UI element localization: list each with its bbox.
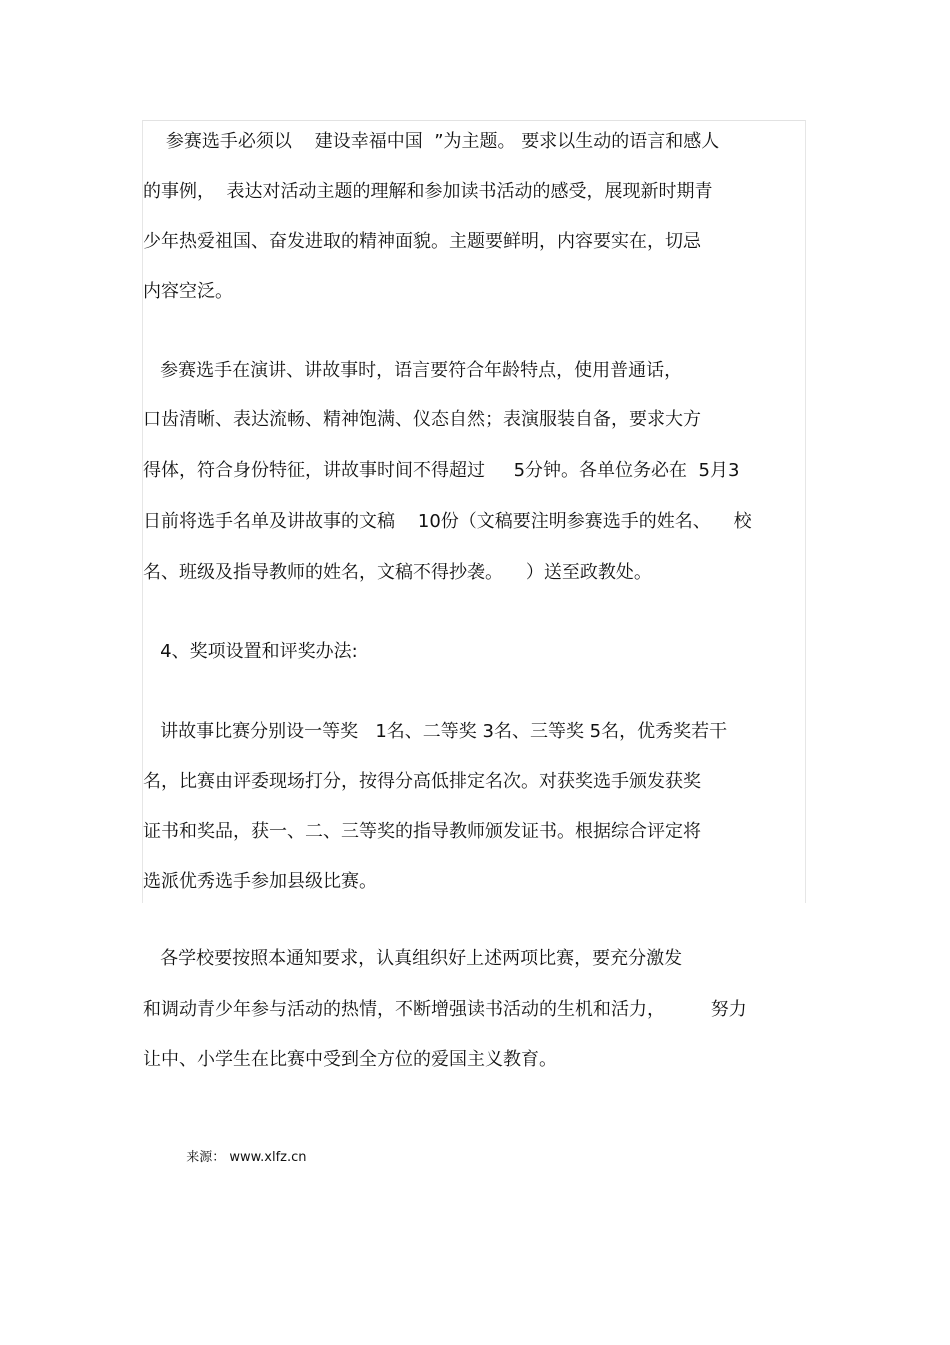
paragraph-3-line: 讲故事比赛分别设一等奖 1名、二等奖 3名、三等奖 5名，优秀奖若干 <box>143 721 728 742</box>
paragraph-1-line: 的事例， 表达对活动主题的理解和参加读书活动的感受，展现新时期青 <box>143 181 713 202</box>
paragraph-3-line: 证书和奖品，获一、二、三等奖的指导教师颁发证书。根据综合评定将 <box>143 821 701 842</box>
paragraph-4-line: 让中、小学生在比赛中受到全方位的爱国主义教育。 <box>143 1049 557 1070</box>
paragraph-2-line: 口齿清晰、表达流畅、精神饱满、仪态自然；表演服装自备，要求大方 <box>143 409 701 430</box>
source-line <box>178 1131 306 1167</box>
paragraph-3-line: 名，比赛由评委现场打分，按得分高低排定名次。对获奖选手颁发获奖 <box>143 771 701 792</box>
section-heading: 4、奖项设置和评奖办法: <box>143 641 358 662</box>
source-label: 来源： <box>186 1150 226 1165</box>
paragraph-4-line: 各学校要按照本通知要求，认真组织好上述两项比赛，要充分激发 <box>143 948 683 969</box>
paragraph-3-line: 选派优秀选手参加县级比赛。 <box>143 871 377 892</box>
paragraph-2-line: 得体，符合身份特征，讲故事时间不得超过 5分钟。各单位务必在 5月3 <box>143 460 740 481</box>
source-link[interactable]: www.xlfz.cn <box>229 1150 307 1165</box>
paragraph-2-line: 名、班级及指导教师的姓名，文稿不得抄袭。 ）送至政教处。 <box>143 562 652 583</box>
paragraph-4-line: 和调动青少年参与活动的热情，不断增强读书活动的生机和活力， 努力 <box>143 999 747 1020</box>
paragraph-1-line: 参赛选手必须以 建设幸福中国 ”为主题。 要求以生动的语言和感人 <box>143 131 720 152</box>
paragraph-2-line: 参赛选手在演讲、讲故事时，语言要符合年龄特点，使用普通话， <box>143 360 683 381</box>
paragraph-1-line: 内容空泛。 <box>143 281 233 302</box>
paragraph-1-line: 少年热爱祖国、奋发进取的精神面貌。主题要鲜明，内容要实在，切忌 <box>143 231 701 252</box>
paragraph-2-line: 日前将选手名单及讲故事的文稿 10份（文稿要注明参赛选手的姓名、 校 <box>143 511 752 532</box>
